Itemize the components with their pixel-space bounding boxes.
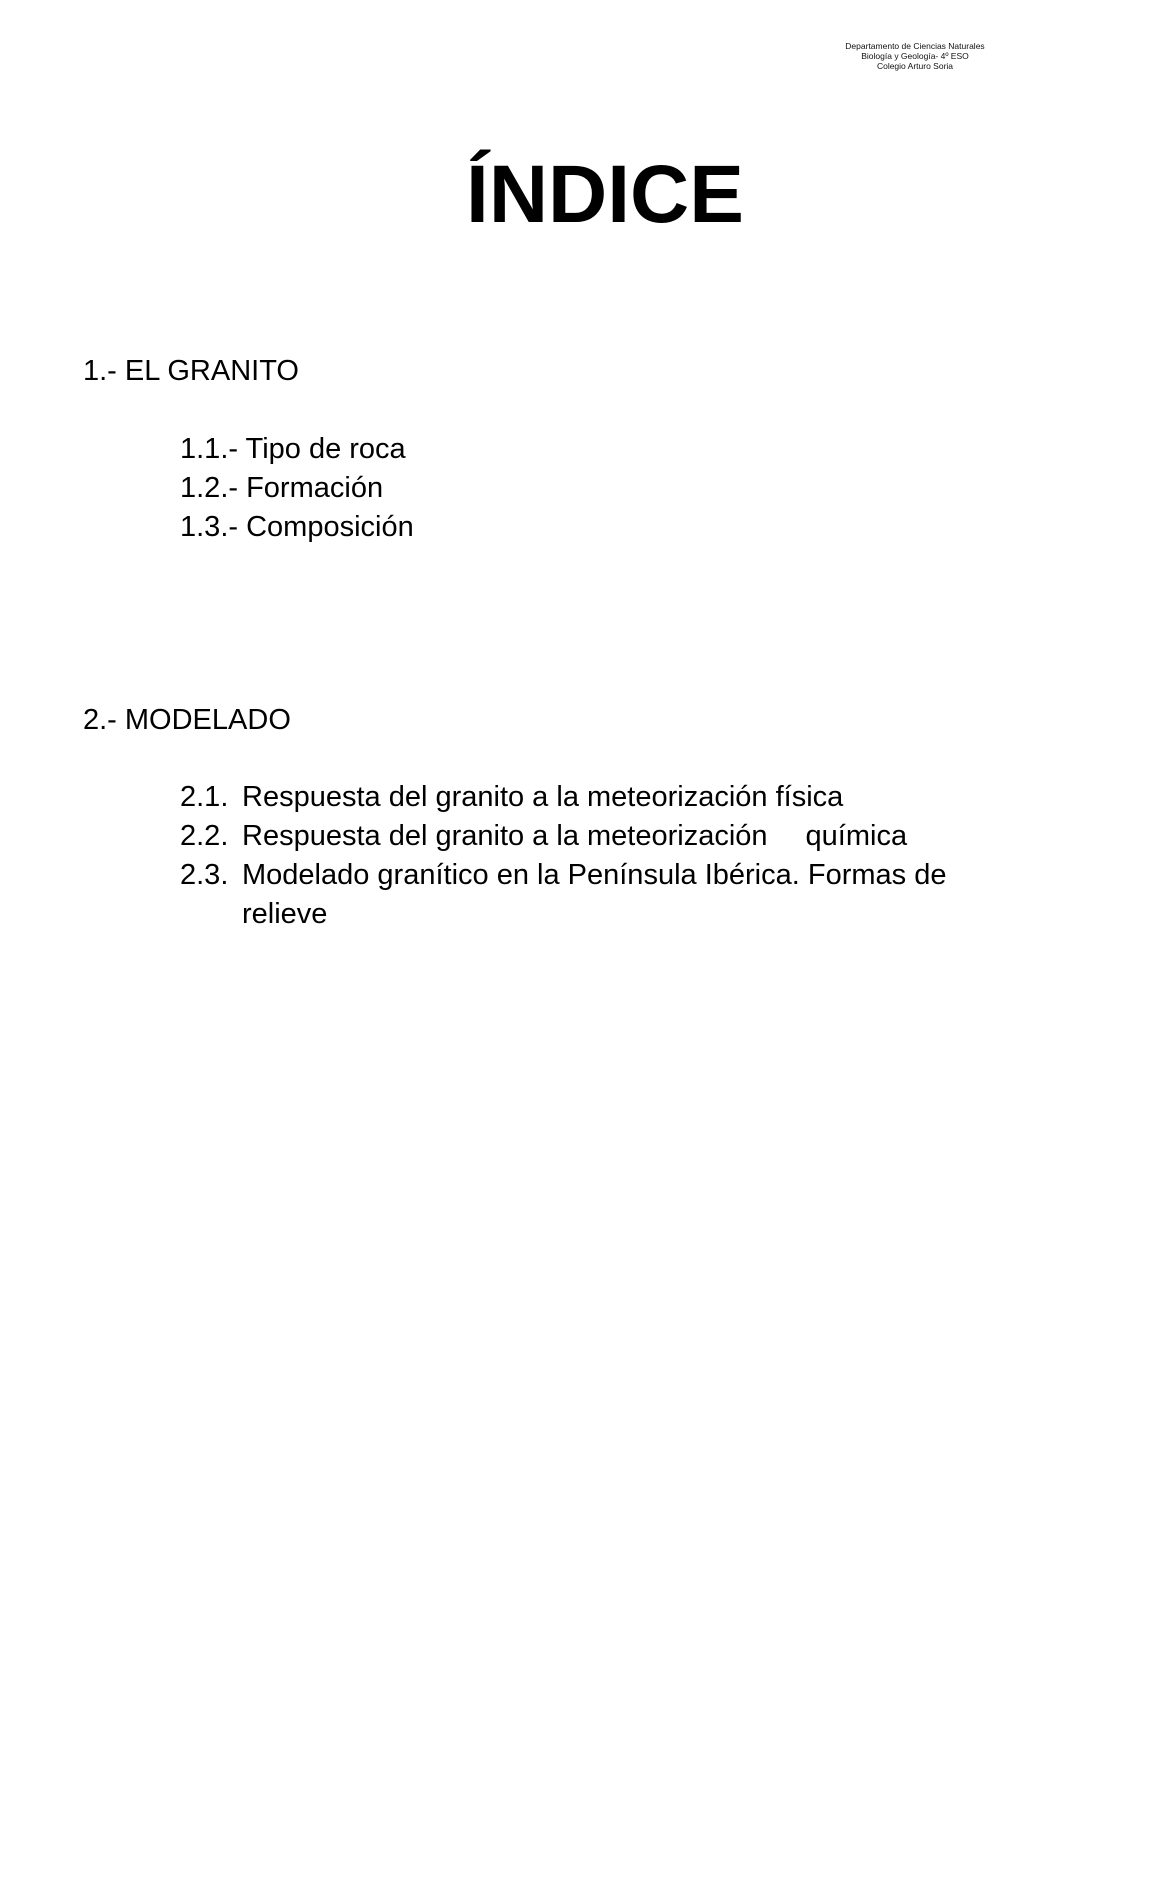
toc-item-2-3-continuation: relieve (242, 898, 328, 930)
toc-item-2-2 (180, 817, 946, 856)
toc-item-text: Respuesta del granito a la meteorización física (242, 781, 844, 813)
toc-section-2-heading: 2.- MODELADO (83, 704, 291, 736)
toc-item-1-3: 1.3.- Composición (180, 511, 414, 543)
header-course: Biología y Geología- 4º ESO (861, 51, 969, 61)
toc-item-text: Modelado granítico en la Península Ibérica. Formas de (242, 859, 947, 891)
toc-item-text: Respuesta del granito a la meteorización (242, 820, 768, 852)
toc-section-1-items (180, 430, 414, 547)
toc-item-2-1 (180, 778, 946, 817)
toc-item-2-3 (180, 856, 946, 895)
toc-item-number: 2.3. (180, 859, 229, 891)
header-department: Departamento de Ciencias Naturales (845, 41, 985, 51)
toc-section-1-heading: 1.- EL GRANITO (83, 355, 299, 387)
header-school: Colegio Arturo Soria (876, 61, 954, 71)
page-title: ÍNDICE (466, 149, 744, 240)
toc-item-1-1: 1.1.- Tipo de roca (180, 433, 406, 465)
toc-item-number: 2.1. (180, 781, 229, 813)
toc-item-text-end: química (805, 820, 908, 852)
toc-item-number: 2.2. (180, 820, 229, 852)
toc-section-2-items (180, 778, 946, 934)
toc-item-1-2: 1.2.- Formación (180, 472, 384, 504)
document-header (790, 41, 1040, 71)
